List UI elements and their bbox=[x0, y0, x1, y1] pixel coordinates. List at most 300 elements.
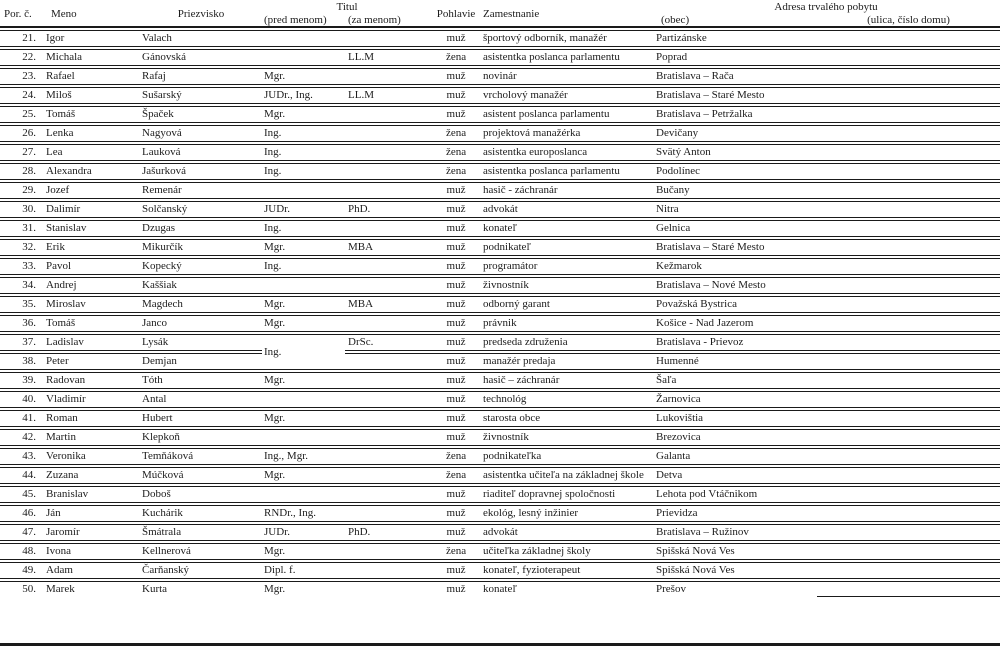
col-header-adresa-group: Adresa trvalého pobytu bbox=[774, 2, 878, 13]
cell-obec: Bratislava – Staré Mesto bbox=[652, 87, 817, 104]
table-row bbox=[0, 277, 1000, 294]
cell-obec: Detva bbox=[652, 467, 817, 484]
cell-pohlavie: žena bbox=[432, 163, 480, 180]
cell-obec: Humenné bbox=[652, 353, 817, 370]
cell-titul_pred: Ing. bbox=[262, 334, 345, 370]
cell-ulica bbox=[817, 201, 1000, 218]
cell-meno: Martin bbox=[45, 429, 140, 446]
cell-pohlavie: muž bbox=[432, 201, 480, 218]
cell-zamestnanie: podnikateľ bbox=[480, 239, 652, 256]
cell-titul_pred: Dipl. f. bbox=[262, 562, 345, 579]
cell-meno: Pavol bbox=[45, 258, 140, 275]
cell-zamestnanie: právnik bbox=[480, 315, 652, 332]
cell-num: 26. bbox=[0, 125, 45, 142]
cell-titul_pred: Ing. bbox=[262, 258, 345, 275]
cell-obec: Spišská Nová Ves bbox=[652, 543, 817, 560]
cell-obec: Galanta bbox=[652, 448, 817, 465]
cell-priezvisko: Mikurčík bbox=[140, 239, 262, 256]
table-row bbox=[0, 524, 1000, 541]
cell-titul_za: MBA bbox=[345, 296, 432, 313]
cell-titul_za bbox=[345, 125, 432, 142]
cell-titul_pred: Mgr. bbox=[262, 315, 345, 332]
cell-titul_za bbox=[345, 30, 432, 47]
cell-priezvisko: Demjan bbox=[140, 353, 262, 370]
cell-zamestnanie: predseda združenia bbox=[480, 334, 652, 351]
table-row bbox=[0, 220, 1000, 237]
cell-ulica bbox=[817, 277, 1000, 294]
table-row bbox=[0, 49, 1000, 66]
cell-meno: Miroslav bbox=[45, 296, 140, 313]
cell-meno: Ladislav bbox=[45, 334, 140, 351]
cell-ulica bbox=[817, 334, 1000, 351]
col-header-obec: (obec) bbox=[652, 15, 817, 28]
cell-priezvisko: Temňáková bbox=[140, 448, 262, 465]
cell-priezvisko: Kuchárik bbox=[140, 505, 262, 522]
cell-zamestnanie: advokát bbox=[480, 201, 652, 218]
cell-num: 41. bbox=[0, 410, 45, 427]
table-row bbox=[0, 334, 1000, 351]
cell-meno: Michala bbox=[45, 49, 140, 66]
cell-num: 30. bbox=[0, 201, 45, 218]
cell-meno: Adam bbox=[45, 562, 140, 579]
cell-obec: Bratislava – Staré Mesto bbox=[652, 239, 817, 256]
cell-zamestnanie: ekológ, lesný inžinier bbox=[480, 505, 652, 522]
cell-titul_za bbox=[345, 486, 432, 503]
cell-pohlavie: muž bbox=[432, 505, 480, 522]
cell-num: 43. bbox=[0, 448, 45, 465]
cell-pohlavie: žena bbox=[432, 125, 480, 142]
cell-titul_pred bbox=[262, 277, 345, 294]
table-row bbox=[0, 106, 1000, 123]
cell-obec: Lehota pod Vtáčnikom bbox=[652, 486, 817, 503]
table-row bbox=[0, 448, 1000, 465]
cell-pohlavie: muž bbox=[432, 353, 480, 370]
cell-ulica bbox=[817, 68, 1000, 85]
col-header-meno: Meno bbox=[45, 2, 140, 28]
cell-ulica bbox=[817, 581, 1000, 597]
cell-num: 50. bbox=[0, 581, 45, 597]
cell-zamestnanie: konateľ bbox=[480, 220, 652, 237]
col-header-pohlavie: Pohlavie bbox=[432, 2, 480, 28]
cell-ulica bbox=[817, 125, 1000, 142]
table-row bbox=[0, 410, 1000, 427]
cell-priezvisko: Hubert bbox=[140, 410, 262, 427]
cell-priezvisko: Tóth bbox=[140, 372, 262, 389]
cell-priezvisko: Janco bbox=[140, 315, 262, 332]
cell-priezvisko: Špaček bbox=[140, 106, 262, 123]
cell-num: 44. bbox=[0, 467, 45, 484]
cell-zamestnanie: manažér predaja bbox=[480, 353, 652, 370]
cell-num: 35. bbox=[0, 296, 45, 313]
cell-num: 25. bbox=[0, 106, 45, 123]
cell-pohlavie: žena bbox=[432, 448, 480, 465]
cell-priezvisko: Kaššiak bbox=[140, 277, 262, 294]
cell-obec: Brezovica bbox=[652, 429, 817, 446]
cell-ulica bbox=[817, 562, 1000, 579]
cell-zamestnanie: technológ bbox=[480, 391, 652, 408]
cell-ulica bbox=[817, 448, 1000, 465]
cell-num: 49. bbox=[0, 562, 45, 579]
col-header-titul-group: Titul bbox=[336, 2, 358, 13]
cell-titul_pred: Mgr. bbox=[262, 68, 345, 85]
col-header-titul-za-menom: (za menom) bbox=[345, 15, 432, 28]
cell-priezvisko: Kopecký bbox=[140, 258, 262, 275]
table-row bbox=[0, 239, 1000, 256]
cell-obec: Bratislava – Nové Mesto bbox=[652, 277, 817, 294]
cell-obec: Šaľa bbox=[652, 372, 817, 389]
cell-titul_pred: Mgr. bbox=[262, 296, 345, 313]
cell-pohlavie: muž bbox=[432, 429, 480, 446]
cell-priezvisko: Kurta bbox=[140, 581, 262, 597]
cell-pohlavie: muž bbox=[432, 486, 480, 503]
cell-titul_za bbox=[345, 353, 432, 370]
cell-titul_za bbox=[345, 429, 432, 446]
cell-obec: Bratislava – Ružinov bbox=[652, 524, 817, 541]
table-row bbox=[0, 315, 1000, 332]
cell-titul_pred bbox=[262, 391, 345, 408]
cell-priezvisko: Magdech bbox=[140, 296, 262, 313]
cell-meno: Ján bbox=[45, 505, 140, 522]
cell-pohlavie: muž bbox=[432, 277, 480, 294]
cell-ulica bbox=[817, 410, 1000, 427]
cell-obec: Nitra bbox=[652, 201, 817, 218]
cell-titul_pred: Mgr. bbox=[262, 106, 345, 123]
cell-zamestnanie: asistent poslanca parlamentu bbox=[480, 106, 652, 123]
cell-priezvisko: Rafaj bbox=[140, 68, 262, 85]
cell-pohlavie: žena bbox=[432, 49, 480, 66]
cell-num: 37. bbox=[0, 334, 45, 351]
cell-ulica bbox=[817, 258, 1000, 275]
cell-obec: Bratislava – Petržalka bbox=[652, 106, 817, 123]
cell-priezvisko: Múčková bbox=[140, 467, 262, 484]
cell-meno: Zuzana bbox=[45, 467, 140, 484]
cell-zamestnanie: učiteľka základnej školy bbox=[480, 543, 652, 560]
cell-ulica bbox=[817, 543, 1000, 560]
cell-pohlavie: muž bbox=[432, 334, 480, 351]
cell-num: 42. bbox=[0, 429, 45, 446]
table-row bbox=[0, 30, 1000, 47]
cell-meno: Rafael bbox=[45, 68, 140, 85]
cell-zamestnanie: riaditeľ dopravnej spoločnosti bbox=[480, 486, 652, 503]
table-row bbox=[0, 467, 1000, 484]
cell-obec: Bratislava – Rača bbox=[652, 68, 817, 85]
cell-titul_za bbox=[345, 106, 432, 123]
cell-num: 21. bbox=[0, 30, 45, 47]
cell-zamestnanie: asistentka poslanca parlamentu bbox=[480, 163, 652, 180]
cell-obec: Prievidza bbox=[652, 505, 817, 522]
cell-num: 46. bbox=[0, 505, 45, 522]
cell-meno: Lenka bbox=[45, 125, 140, 142]
cell-pohlavie: muž bbox=[432, 391, 480, 408]
cell-meno: Lea bbox=[45, 144, 140, 161]
cell-obec: Bučany bbox=[652, 182, 817, 199]
table-row bbox=[0, 296, 1000, 313]
cell-priezvisko: Lauková bbox=[140, 144, 262, 161]
cell-pohlavie: muž bbox=[432, 87, 480, 104]
cell-meno: Jaromír bbox=[45, 524, 140, 541]
cell-obec: Prešov bbox=[652, 581, 817, 597]
cell-titul_pred: Mgr. bbox=[262, 410, 345, 427]
cell-titul_pred: JUDr. bbox=[262, 524, 345, 541]
cell-titul_za bbox=[345, 410, 432, 427]
cell-priezvisko: Nagyová bbox=[140, 125, 262, 142]
table-row bbox=[0, 391, 1000, 408]
cell-pohlavie: muž bbox=[432, 258, 480, 275]
col-header-titul-pred-menom: (pred menom) bbox=[262, 15, 345, 28]
table-row bbox=[0, 543, 1000, 560]
cell-ulica bbox=[817, 391, 1000, 408]
cell-zamestnanie: asistentka poslanca parlamentu bbox=[480, 49, 652, 66]
cell-meno: Tomáš bbox=[45, 106, 140, 123]
cell-titul_za: PhD. bbox=[345, 524, 432, 541]
cell-titul_za bbox=[345, 144, 432, 161]
col-header-zamestnanie: Zamestnanie bbox=[480, 2, 652, 28]
table-row bbox=[0, 429, 1000, 446]
cell-obec: Podolínec bbox=[652, 163, 817, 180]
cell-num: 27. bbox=[0, 144, 45, 161]
cell-num: 34. bbox=[0, 277, 45, 294]
cell-meno: Peter bbox=[45, 353, 140, 370]
cell-num: 33. bbox=[0, 258, 45, 275]
cell-zamestnanie: konateľ, fyzioterapeut bbox=[480, 562, 652, 579]
cell-pohlavie: muž bbox=[432, 220, 480, 237]
col-header-por-c: Por. č. bbox=[0, 2, 45, 28]
table-row bbox=[0, 144, 1000, 161]
cell-meno: Marek bbox=[45, 581, 140, 597]
cell-priezvisko: Valach bbox=[140, 30, 262, 47]
cell-titul_pred: Ing. bbox=[262, 163, 345, 180]
cell-num: 40. bbox=[0, 391, 45, 408]
cell-obec: Devičany bbox=[652, 125, 817, 142]
cell-obec: Gelnica bbox=[652, 220, 817, 237]
col-header-ulica-cislo-domu: (ulica, číslo domu) bbox=[817, 15, 1000, 28]
cell-meno: Branislav bbox=[45, 486, 140, 503]
cell-obec: Spišská Nová Ves bbox=[652, 562, 817, 579]
cell-meno: Andrej bbox=[45, 277, 140, 294]
cell-meno: Miloš bbox=[45, 87, 140, 104]
cell-num: 48. bbox=[0, 543, 45, 560]
cell-priezvisko: Gánovská bbox=[140, 49, 262, 66]
cell-titul_za bbox=[345, 505, 432, 522]
cell-meno: Erik bbox=[45, 239, 140, 256]
cell-meno: Roman bbox=[45, 410, 140, 427]
cell-pohlavie: muž bbox=[432, 182, 480, 199]
cell-titul_za bbox=[345, 163, 432, 180]
cell-priezvisko: Doboš bbox=[140, 486, 262, 503]
cell-ulica bbox=[817, 163, 1000, 180]
cell-priezvisko: Kellnerová bbox=[140, 543, 262, 560]
cell-num: 24. bbox=[0, 87, 45, 104]
cell-meno: Jozef bbox=[45, 182, 140, 199]
cell-titul_pred: Ing. bbox=[262, 125, 345, 142]
cell-titul_za: MBA bbox=[345, 239, 432, 256]
cell-zamestnanie: konateľ bbox=[480, 581, 652, 597]
cell-priezvisko: Lysák bbox=[140, 334, 262, 351]
cell-num: 29. bbox=[0, 182, 45, 199]
cell-zamestnanie: asistentka učiteľa na základnej škole bbox=[480, 467, 652, 484]
cell-titul_pred: Ing., Mgr. bbox=[262, 448, 345, 465]
cell-zamestnanie: hasič - záchranár bbox=[480, 182, 652, 199]
cell-zamestnanie: odborný garant bbox=[480, 296, 652, 313]
table-row bbox=[0, 68, 1000, 85]
table-body bbox=[0, 30, 1000, 597]
cell-obec: Poprad bbox=[652, 49, 817, 66]
cell-priezvisko: Remenár bbox=[140, 182, 262, 199]
table-row bbox=[0, 562, 1000, 579]
cell-ulica bbox=[817, 372, 1000, 389]
cell-ulica bbox=[817, 486, 1000, 503]
cell-pohlavie: muž bbox=[432, 315, 480, 332]
cell-titul_za: DrSc. bbox=[345, 334, 432, 351]
cell-obec: Považská Bystrica bbox=[652, 296, 817, 313]
table-row bbox=[0, 163, 1000, 180]
cell-num: 36. bbox=[0, 315, 45, 332]
cell-priezvisko: Sušarský bbox=[140, 87, 262, 104]
cell-ulica bbox=[817, 505, 1000, 522]
cell-priezvisko: Dzugas bbox=[140, 220, 262, 237]
cell-titul_pred bbox=[262, 429, 345, 446]
cell-pohlavie: muž bbox=[432, 106, 480, 123]
cell-meno: Dalimír bbox=[45, 201, 140, 218]
cell-ulica bbox=[817, 49, 1000, 66]
cell-titul_pred: Ing. bbox=[262, 144, 345, 161]
cell-titul_za bbox=[345, 277, 432, 294]
cell-titul_za: LL.M bbox=[345, 49, 432, 66]
cell-zamestnanie: programátor bbox=[480, 258, 652, 275]
cell-titul_za bbox=[345, 467, 432, 484]
table-row bbox=[0, 505, 1000, 522]
cell-titul_za: PhD. bbox=[345, 201, 432, 218]
col-header-priezvisko: Priezvisko bbox=[140, 2, 262, 28]
cell-priezvisko: Antal bbox=[140, 391, 262, 408]
cell-zamestnanie: športový odborník, manažér bbox=[480, 30, 652, 47]
cell-titul_pred: Mgr. bbox=[262, 467, 345, 484]
cell-meno: Tomáš bbox=[45, 315, 140, 332]
cell-meno: Vladimír bbox=[45, 391, 140, 408]
cell-zamestnanie: hasič – záchranár bbox=[480, 372, 652, 389]
cell-titul_pred bbox=[262, 486, 345, 503]
cell-titul_za bbox=[345, 372, 432, 389]
cell-titul_pred bbox=[262, 30, 345, 47]
cell-pohlavie: muž bbox=[432, 524, 480, 541]
cell-ulica bbox=[817, 239, 1000, 256]
cell-zamestnanie: starosta obce bbox=[480, 410, 652, 427]
cell-meno: Radovan bbox=[45, 372, 140, 389]
cell-pohlavie: muž bbox=[432, 239, 480, 256]
cell-zamestnanie: advokát bbox=[480, 524, 652, 541]
cell-zamestnanie: projektová manažérka bbox=[480, 125, 652, 142]
cell-obec: Lukovištia bbox=[652, 410, 817, 427]
cell-ulica bbox=[817, 144, 1000, 161]
cell-pohlavie: muž bbox=[432, 372, 480, 389]
cell-ulica bbox=[817, 524, 1000, 541]
cell-priezvisko: Jašurková bbox=[140, 163, 262, 180]
cell-pohlavie: muž bbox=[432, 410, 480, 427]
cell-ulica bbox=[817, 220, 1000, 237]
cell-num: 28. bbox=[0, 163, 45, 180]
cell-pohlavie: muž bbox=[432, 30, 480, 47]
cell-ulica bbox=[817, 296, 1000, 313]
cell-num: 45. bbox=[0, 486, 45, 503]
cell-titul_za bbox=[345, 220, 432, 237]
cell-num: 39. bbox=[0, 372, 45, 389]
cell-titul_za bbox=[345, 391, 432, 408]
cell-titul_za bbox=[345, 581, 432, 597]
table-row bbox=[0, 87, 1000, 104]
cell-zamestnanie: asistentka europoslanca bbox=[480, 144, 652, 161]
cell-titul_za bbox=[345, 562, 432, 579]
cell-titul_pred: Mgr. bbox=[262, 543, 345, 560]
cell-meno: Igor bbox=[45, 30, 140, 47]
cell-titul_za bbox=[345, 315, 432, 332]
cell-ulica bbox=[817, 467, 1000, 484]
cell-titul_za bbox=[345, 68, 432, 85]
cell-pohlavie: muž bbox=[432, 562, 480, 579]
table-row bbox=[0, 201, 1000, 218]
cell-obec: Partizánske bbox=[652, 30, 817, 47]
cell-zamestnanie: živnostník bbox=[480, 429, 652, 446]
cell-zamestnanie: podnikateľka bbox=[480, 448, 652, 465]
cell-priezvisko: Čarňanský bbox=[140, 562, 262, 579]
cell-pohlavie: žena bbox=[432, 467, 480, 484]
cell-obec: Kežmarok bbox=[652, 258, 817, 275]
cell-obec: Svätý Anton bbox=[652, 144, 817, 161]
cell-obec: Bratislava - Prievoz bbox=[652, 334, 817, 351]
cell-num: 47. bbox=[0, 524, 45, 541]
cell-priezvisko: Šmátrala bbox=[140, 524, 262, 541]
table-row bbox=[0, 353, 1000, 370]
cell-meno: Stanislav bbox=[45, 220, 140, 237]
cell-obec: Košice - Nad Jazerom bbox=[652, 315, 817, 332]
cell-zamestnanie: novinár bbox=[480, 68, 652, 85]
cell-ulica bbox=[817, 429, 1000, 446]
table-row bbox=[0, 581, 1000, 597]
table-row bbox=[0, 258, 1000, 275]
cell-titul_za bbox=[345, 182, 432, 199]
cell-zamestnanie: živnostník bbox=[480, 277, 652, 294]
cell-pohlavie: žena bbox=[432, 543, 480, 560]
cell-num: 22. bbox=[0, 49, 45, 66]
cell-ulica bbox=[817, 106, 1000, 123]
cell-pohlavie: muž bbox=[432, 296, 480, 313]
cell-pohlavie: muž bbox=[432, 581, 480, 597]
cell-titul_pred: Mgr. bbox=[262, 581, 345, 597]
cell-titul_za bbox=[345, 543, 432, 560]
cell-ulica bbox=[817, 315, 1000, 332]
cell-num: 38. bbox=[0, 353, 45, 370]
table-header bbox=[0, 2, 1000, 28]
cell-titul_pred bbox=[262, 49, 345, 66]
cell-titul_za: LL.M bbox=[345, 87, 432, 104]
cell-pohlavie: muž bbox=[432, 68, 480, 85]
cell-meno: Ivona bbox=[45, 543, 140, 560]
cell-ulica bbox=[817, 182, 1000, 199]
cell-meno: Veronika bbox=[45, 448, 140, 465]
cell-titul_za bbox=[345, 448, 432, 465]
cell-titul_pred: Ing. bbox=[262, 220, 345, 237]
cell-obec: Žarnovica bbox=[652, 391, 817, 408]
cell-titul_pred: Mgr. bbox=[262, 372, 345, 389]
cell-priezvisko: Klepkoň bbox=[140, 429, 262, 446]
cell-titul_za bbox=[345, 258, 432, 275]
cell-num: 32. bbox=[0, 239, 45, 256]
cell-num: 31. bbox=[0, 220, 45, 237]
cell-pohlavie: žena bbox=[432, 144, 480, 161]
cell-titul_pred: Mgr. bbox=[262, 239, 345, 256]
cell-meno: Alexandra bbox=[45, 163, 140, 180]
cell-titul_pred: JUDr. bbox=[262, 201, 345, 218]
table-row bbox=[0, 182, 1000, 199]
